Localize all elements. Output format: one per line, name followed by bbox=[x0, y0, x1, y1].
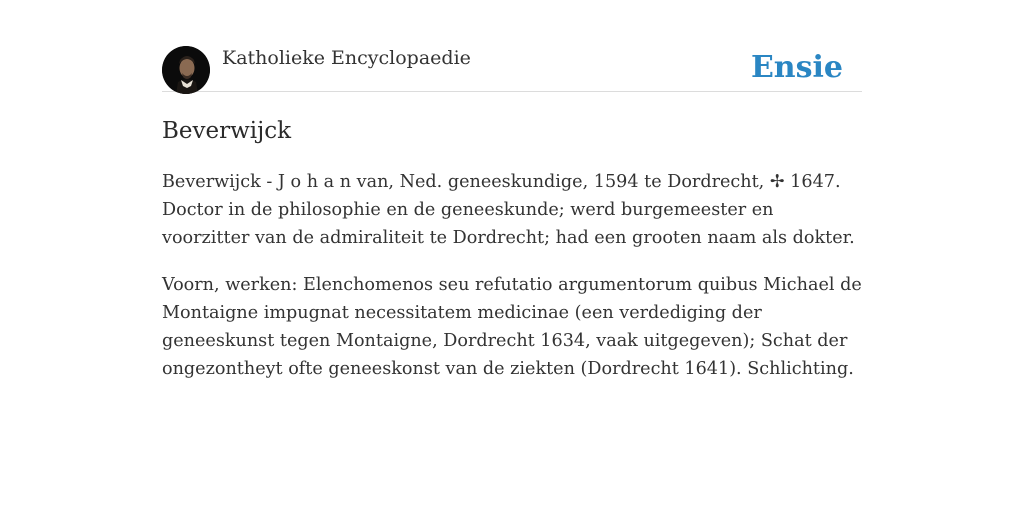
article-paragraph: Beverwijck - J o h a n van, Ned. geneeskundige, 1594 te Dordrecht, ✢ 1647. Doctor in de philosophie en de geneeskunde; werd burgemeester en voorzitter van de admiraliteit te Dordrecht; had een grooten naam als dokter. bbox=[162, 172, 855, 248]
avatar-portrait-graphic bbox=[162, 46, 210, 94]
header bbox=[162, 0, 862, 92]
article-body bbox=[162, 168, 862, 402]
brand-logo-link[interactable]: Ensie bbox=[750, 50, 843, 85]
page bbox=[162, 0, 862, 379]
article-paragraph: Voorn, werken: Elenchomenos seu refutatio argumentorum quibus Michael de Montaigne impugnat necessitatem medicinae (een verdediging der geneeskunst tegen Montaigne, Dordrecht 1634, vaak uitgegeven); Schat der ongezontheyt ofte geneeskonst van de ziekten (Dordrecht 1641). Schlichting. bbox=[162, 275, 862, 379]
source-name[interactable]: Katholieke Encyclopaedie bbox=[222, 47, 471, 69]
portrait-icon[interactable] bbox=[162, 46, 210, 94]
article-title: Beverwijck bbox=[162, 118, 292, 144]
